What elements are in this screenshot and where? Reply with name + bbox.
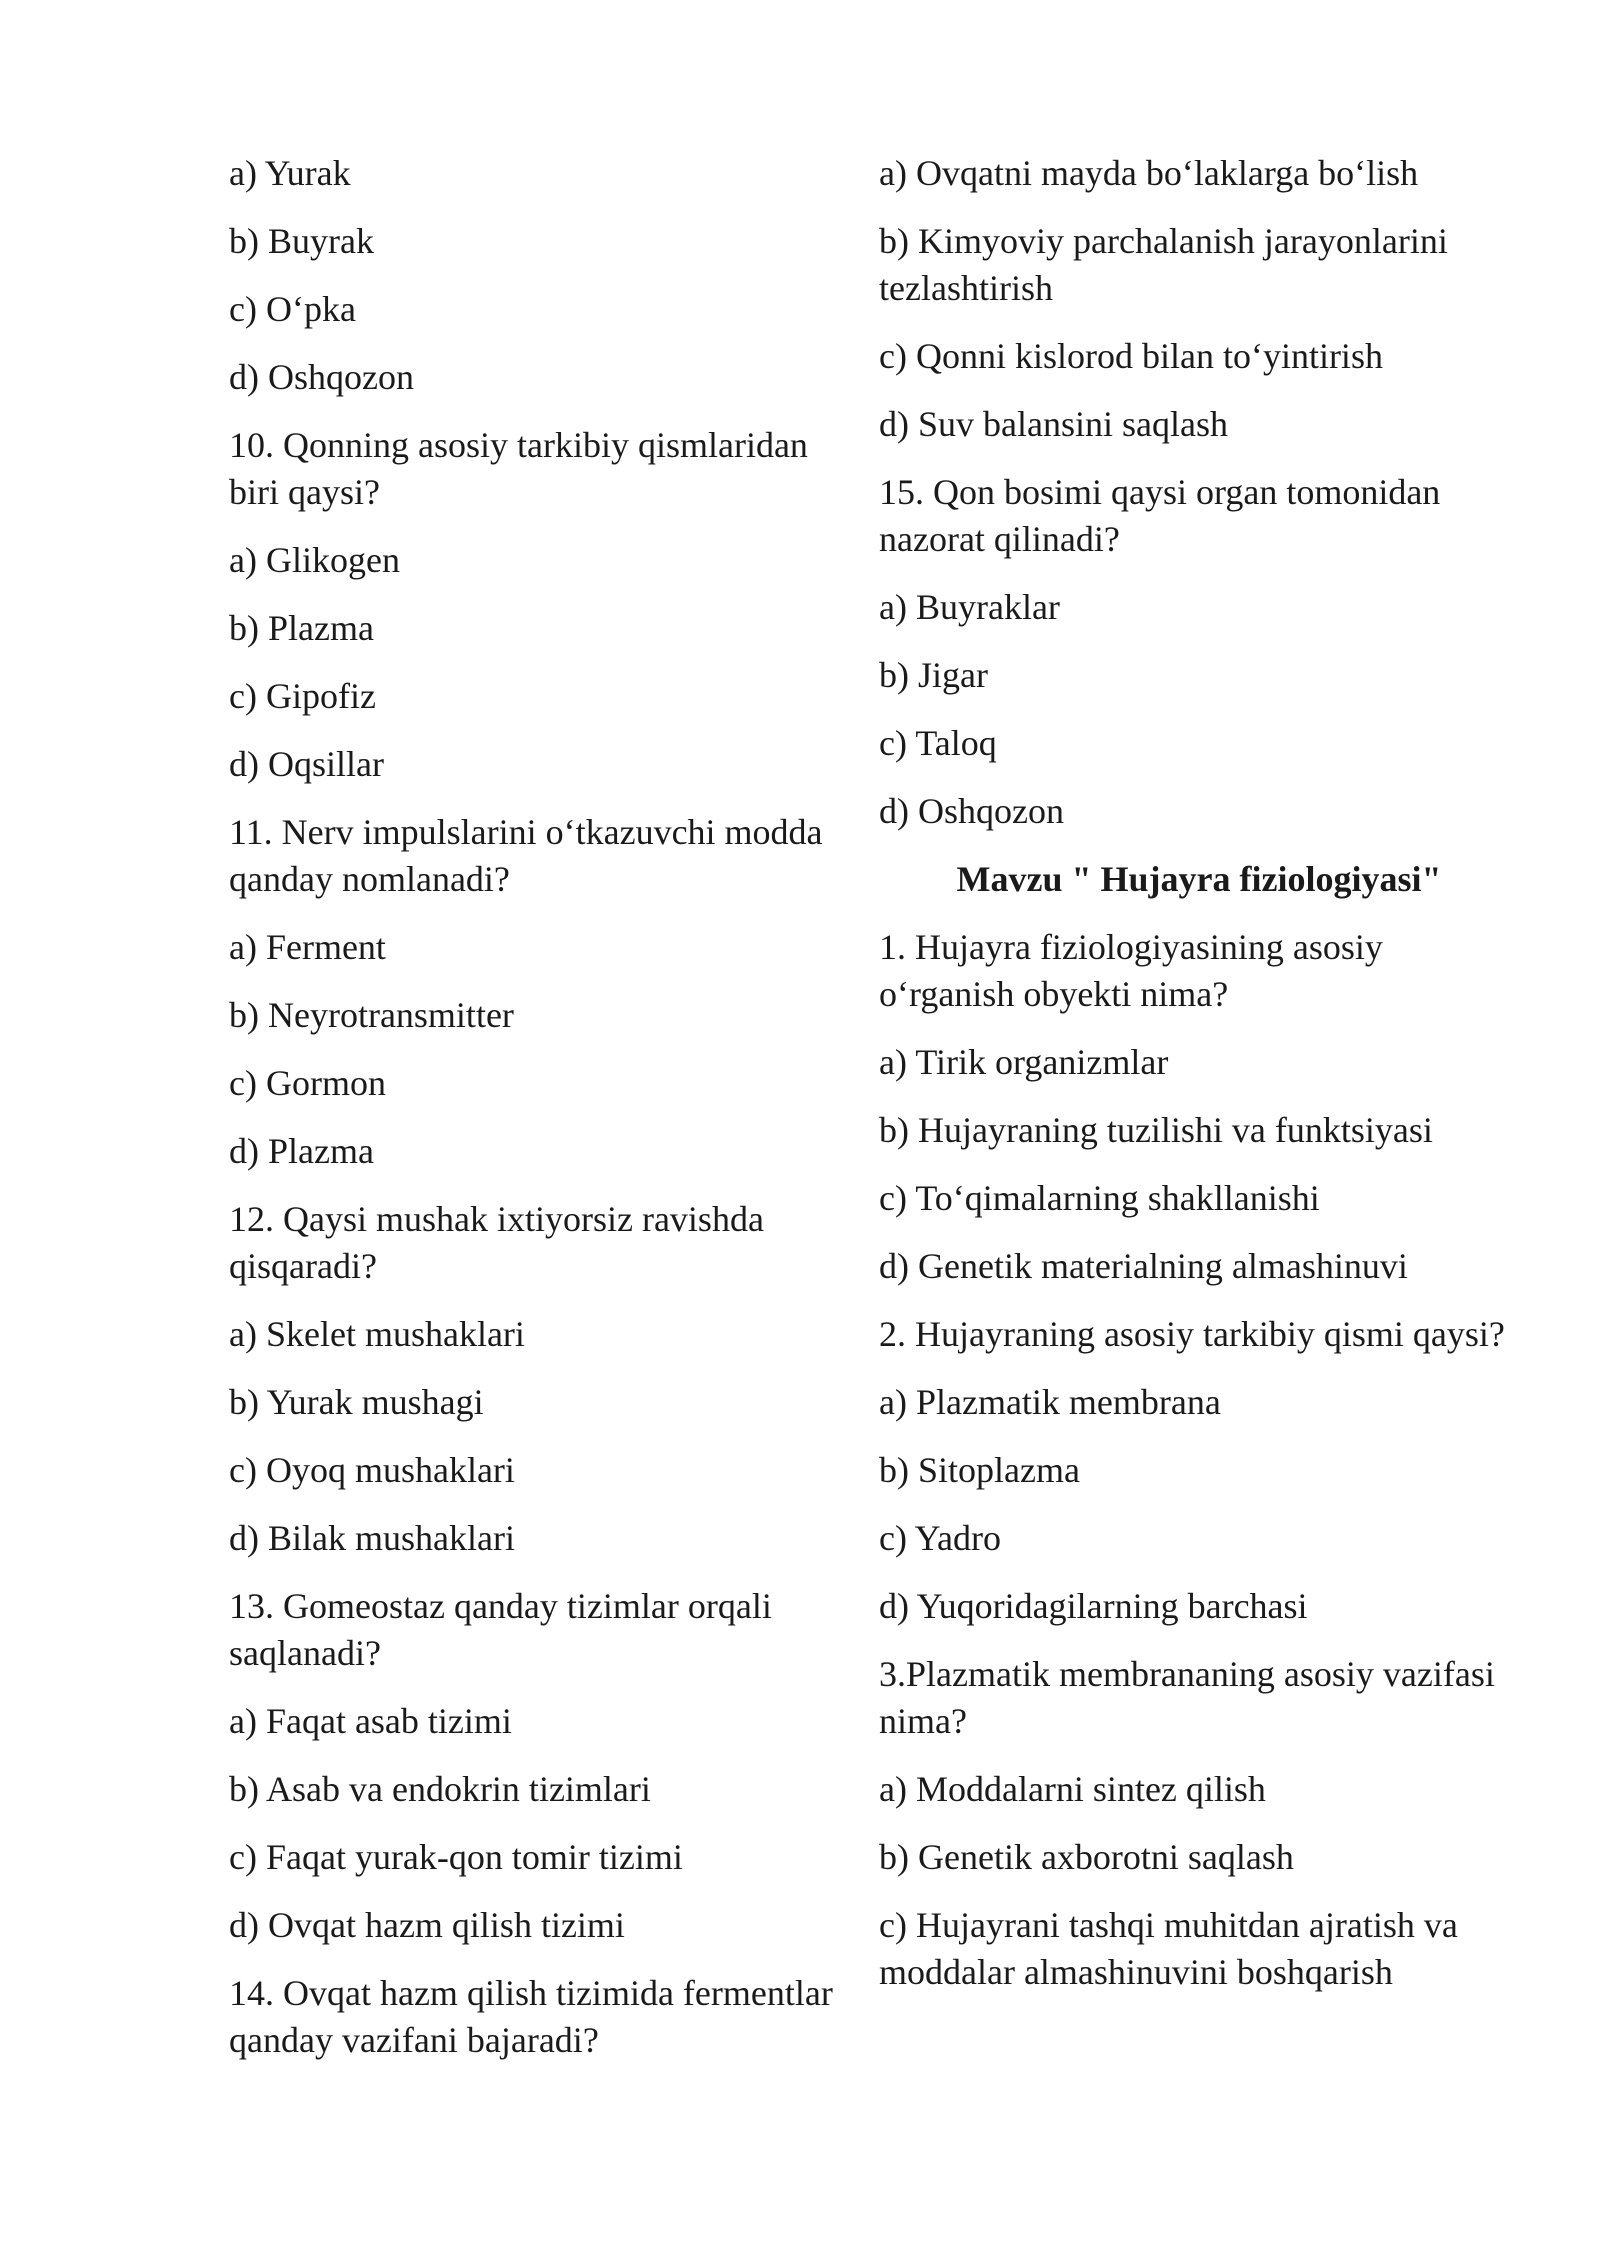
option-line: b) Hujayraning tuzilishi va funktsiyasi (879, 1110, 1433, 1150)
option-line: c) Taloq (879, 723, 997, 763)
option-line: c) Oyoq mushaklari (229, 1450, 515, 1490)
question-text: 11. Nerv impulslarini o‘tkazuvchi modda qanday nomlanadi? (229, 812, 823, 899)
option-line: d) Genetik materialning almashinuvi (879, 1246, 1408, 1286)
option-line: b) Plazma (229, 608, 374, 648)
option-line: c) Yadro (879, 1518, 1001, 1558)
option-line: c) Qonni kislorod bilan to‘yintirish (879, 336, 1383, 376)
option-line: a) Plazmatik membrana (879, 1382, 1221, 1422)
question-text: 2. Hujayraning asosiy tarkibiy qismi qaysi? (879, 1314, 1505, 1354)
option-line: c) Faqat yurak-qon tomir tizimi (229, 1837, 683, 1877)
option-line: b) Buyrak (229, 221, 374, 261)
option-line: b) Genetik axborotni saqlash (879, 1837, 1294, 1877)
option-line: c) Gipofiz (229, 676, 376, 716)
option-line: d) Plazma (229, 1131, 374, 1171)
section-heading: Mavzu " Hujayra fiziologiyasi" (956, 859, 1442, 899)
option-line: b) Yurak mushagi (229, 1382, 484, 1422)
option-line: c) To‘qimalarning shakllanishi (879, 1178, 1320, 1218)
option-line: a) Glikogen (229, 540, 400, 580)
option-line: b) Jigar (879, 655, 988, 695)
option-line: a) Ferment (229, 927, 386, 967)
question-text: 1. Hujayra fiziologiyasining asosiy o‘rganish obyekti nima? (879, 927, 1383, 1014)
question-text: 15. Qon bosimi qaysi organ tomonidan nazorat qilinadi? (879, 472, 1441, 559)
option-line: d) Ovqat hazm qilish tizimi (229, 1905, 625, 1945)
option-line: c) Gormon (229, 1063, 386, 1103)
option-line: a) Moddalarni sintez qilish (879, 1769, 1266, 1809)
option-line: a) Buyraklar (879, 587, 1060, 627)
option-line: b) Kimyoviy parchalanish jarayonlarini tezlashtirish (879, 221, 1448, 308)
option-line: b) Asab va endokrin tizimlari (229, 1769, 651, 1809)
option-line: a) Skelet mushaklari (229, 1314, 525, 1354)
option-line: d) Yuqoridagilarning barchasi (879, 1586, 1308, 1626)
option-line: b) Sitoplazma (879, 1450, 1080, 1490)
option-line: c) O‘pka (229, 289, 356, 329)
option-line: a) Faqat asab tizimi (229, 1701, 512, 1741)
question-text: 3.Plazmatik membrananing asosiy vazifasi nima? (879, 1654, 1495, 1741)
option-line: a) Yurak (229, 153, 351, 193)
option-line: d) Suv balansini saqlash (879, 404, 1228, 444)
question-text: 10. Qonning asosiy tarkibiy qismlaridan biri qaysi? (229, 425, 808, 512)
option-line: d) Oshqozon (879, 791, 1064, 831)
option-line: a) Tirik organizmlar (879, 1042, 1169, 1082)
option-line: c) Hujayrani tashqi muhitdan ajratish va moddalar almashinuvini boshqarish (879, 1905, 1458, 1992)
option-line: d) Bilak mushaklari (229, 1518, 515, 1558)
option-line: d) Oshqozon (229, 357, 414, 397)
question-text: 13. Gomeostaz qanday tizimlar orqali saqlanadi? (229, 1586, 772, 1673)
right-column (879, 150, 1519, 2017)
option-line: d) Oqsillar (229, 744, 384, 784)
option-line: a) Ovqatni mayda bo‘laklarga bo‘lish (879, 153, 1419, 193)
question-text: 14. Ovqat hazm qilish tizimida fermentlar qanday vazifani bajaradi? (229, 1973, 833, 2060)
option-line: b) Neyrotransmitter (229, 995, 514, 1035)
left-column (229, 150, 849, 2085)
question-text: 12. Qaysi mushak ixtiyorsiz ravishda qisqaradi? (229, 1199, 764, 1286)
